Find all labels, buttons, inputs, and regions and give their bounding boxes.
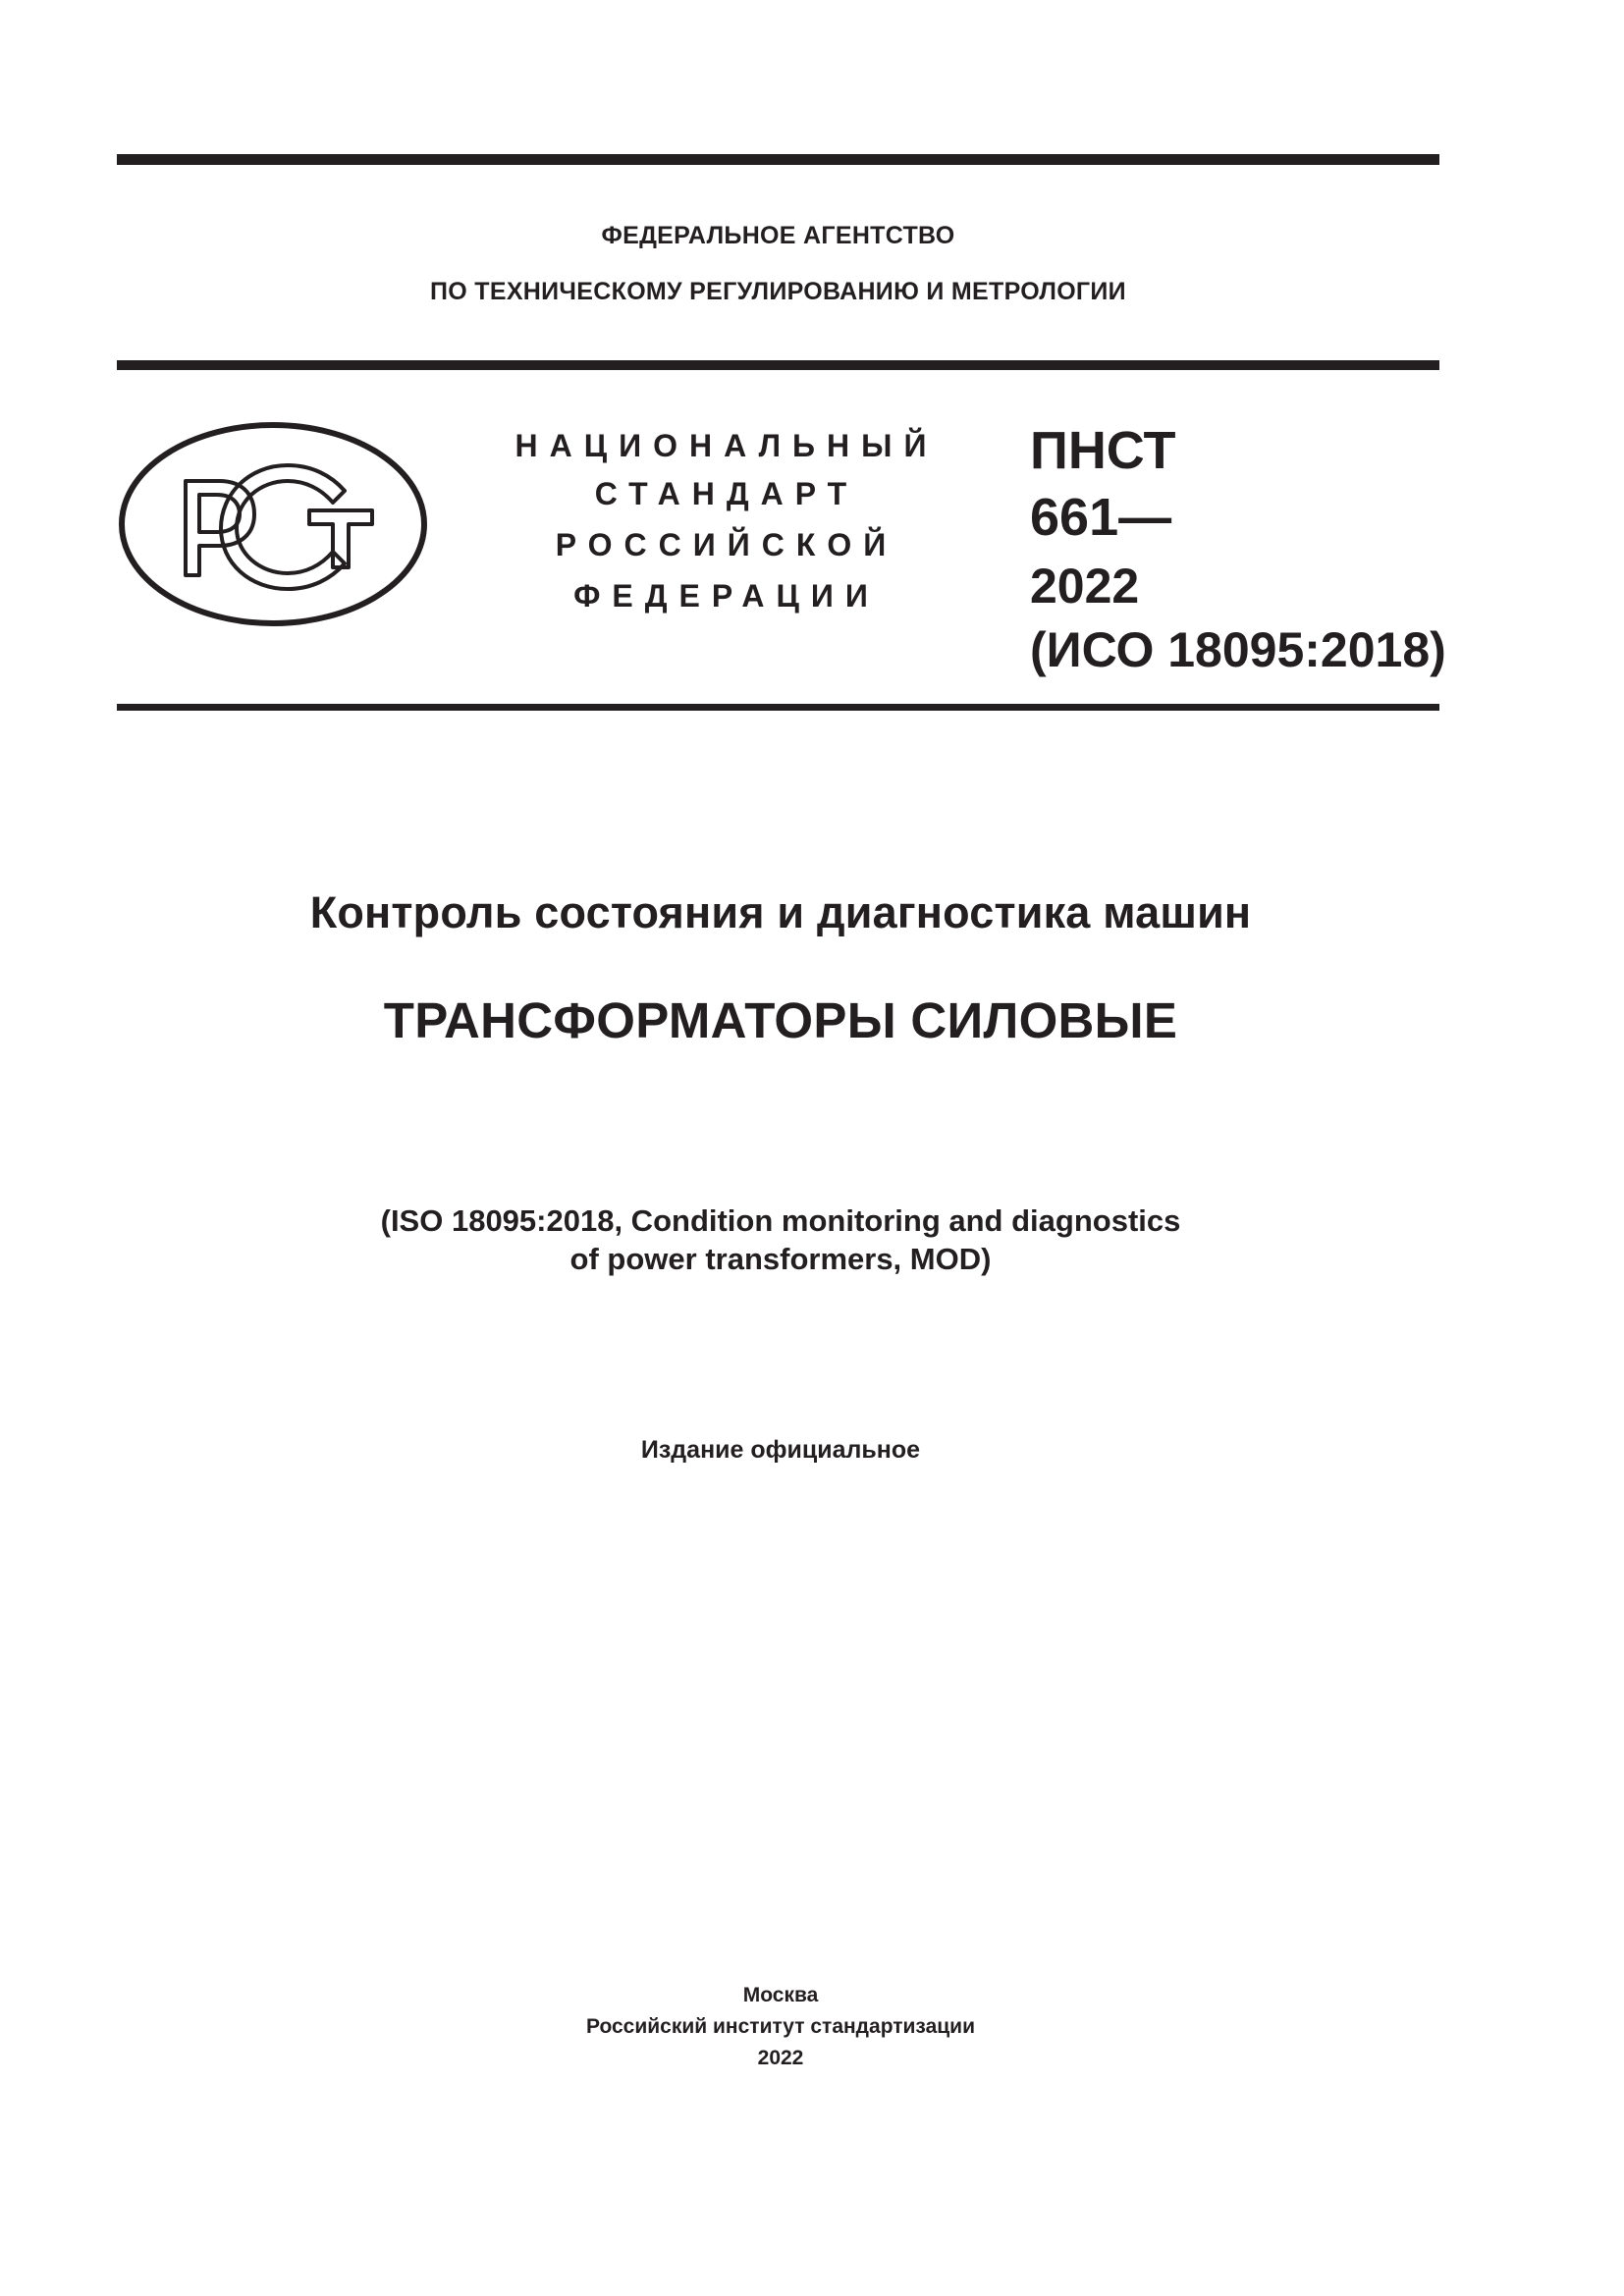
rst-mark-icon [117, 420, 429, 628]
national-standard-line-1: НАЦИОНАЛЬНЫЙ [514, 428, 939, 463]
standard-designation-number: 661— [1030, 488, 1172, 547]
agency-name-line-1: ФЕДЕРАЛЬНОЕ АГЕНТСТВО [601, 222, 955, 249]
publication-year: 2022 [757, 2047, 804, 2069]
national-standard-line-2: СТАНДАРТ [594, 476, 859, 511]
edition-label: Издание официальное [640, 1436, 921, 1464]
original-standard-line-2: of power transformers, MOD) [569, 1242, 992, 1276]
publisher-city: Москва [742, 1984, 819, 2006]
original-standard-line-1: (ISO 18095:2018, Condition monitoring and diagnostics [380, 1203, 1181, 1238]
publisher-name: Российский институт стандартизации [585, 2015, 976, 2038]
standard-designation-year: 2022 [1030, 559, 1140, 614]
header-rule [117, 360, 1439, 370]
national-standard-line-3: РОССИЙСКОЙ [555, 527, 898, 562]
agency-name-line-2: ПО ТЕХНИЧЕСКОМУ РЕГУЛИРОВАНИЮ И МЕТРОЛОГИИ [430, 278, 1126, 305]
header-bottom-rule [117, 704, 1439, 711]
national-standard-line-4: ФЕДЕРАЦИИ [573, 578, 880, 614]
standard-designation-prefix: ПНСТ [1030, 421, 1176, 480]
document-subtitle: Контроль состояния и диагностика машин [309, 887, 1252, 937]
top-rule [117, 154, 1439, 165]
document-title: ТРАНСФОРМАТОРЫ СИЛОВЫЕ [383, 992, 1178, 1048]
standard-designation-iso: (ИСО 18095:2018) [1030, 622, 1446, 677]
